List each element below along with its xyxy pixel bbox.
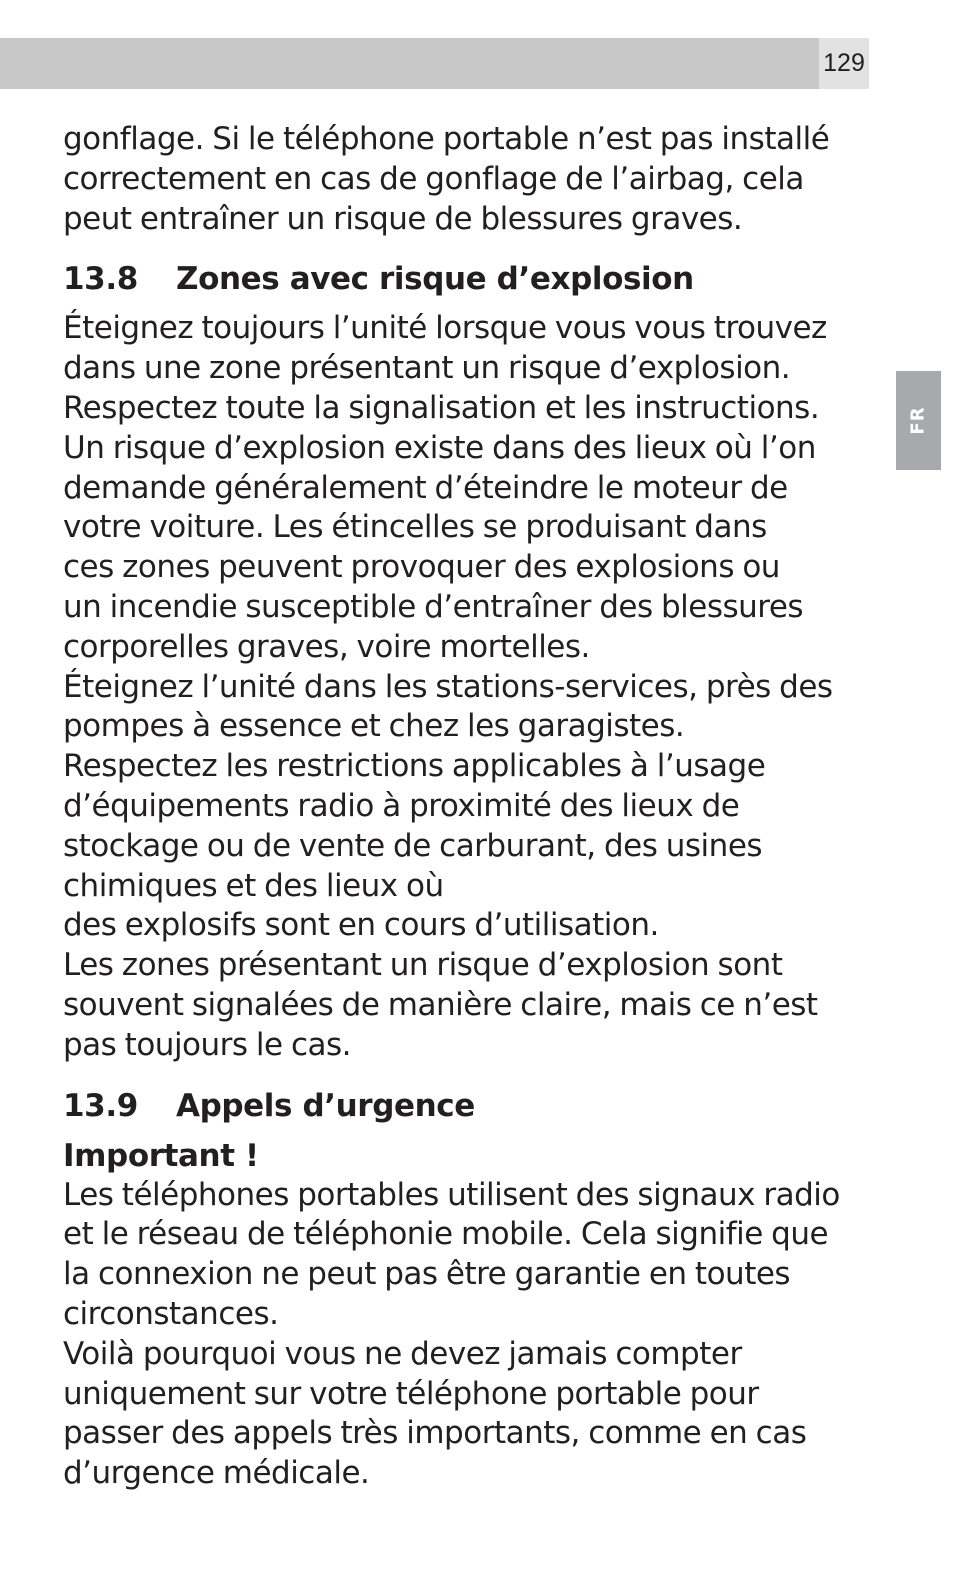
text-line: demande généralement d’éteindre le moteur de [63, 469, 788, 506]
text-line: Les zones présentant un risque d’explosion sont [63, 947, 783, 984]
text-line: Les téléphones portables utilisent des signaux radio [63, 1176, 840, 1213]
text-line: et le réseau de téléphonie mobile. Cela signifie que [63, 1216, 829, 1253]
section-13-9-body [63, 1176, 888, 1494]
text-line: gonflage. Si le téléphone portable n’est pas installé [63, 121, 830, 157]
section-heading-13-8 [63, 259, 888, 299]
text-line: uniquement sur votre téléphone portable pour [63, 1375, 759, 1412]
text-line: correctement en cas de gonflage de l’airbag, cela [63, 160, 804, 197]
text-line: d’urgence médicale. [63, 1455, 370, 1492]
page-content [63, 120, 888, 1494]
section-heading-13-9 [63, 1086, 888, 1126]
text-line: chimiques et des lieux où [63, 867, 444, 904]
text-line: la connexion ne peut pas être garantie en toutes [63, 1256, 791, 1293]
text-line: circonstances. [63, 1295, 279, 1332]
section-title: Zones avec risque d’explosion [176, 261, 694, 298]
text-line: Respectez toute la signalisation et les instructions. [63, 389, 820, 426]
text-line: votre voiture. Les étincelles se produisant dans [63, 509, 767, 546]
text-line: Respectez les restrictions applicables à l’usage [63, 748, 766, 785]
text-line: des explosifs sont en cours d’utilisation. [63, 907, 659, 944]
text-line: d’équipements radio à proximité des lieux de [63, 787, 740, 824]
section-number: 13.8 [63, 261, 138, 298]
language-tab-label: FR [908, 406, 929, 435]
text-line: pompes à essence et chez les garagistes. [63, 708, 685, 745]
section-title: Appels d’urgence [176, 1087, 475, 1124]
intro-paragraph [63, 120, 888, 239]
text-line: pas toujours le cas. [63, 1026, 352, 1063]
section-number: 13.9 [63, 1087, 138, 1124]
text-line: peut entraîner un risque de blessures graves. [63, 200, 743, 237]
text-line: stockage ou de vente de carburant, des usines [63, 827, 763, 864]
text-line: Éteignez l’unité dans les stations-services, près des [63, 668, 833, 705]
text-line: souvent signalées de manière claire, mais ce n’est [63, 986, 818, 1023]
language-tab [896, 371, 941, 470]
page-number [819, 38, 869, 89]
text-line: dans une zone présentant un risque d’explosion. [63, 350, 791, 387]
section-13-8-body [63, 309, 888, 1065]
header-bar [0, 38, 819, 89]
text-line: Voilà pourquoi vous ne devez jamais compter [63, 1335, 742, 1372]
text-line: un incendie susceptible d’entraîner des blessures [63, 588, 804, 625]
page-number-text: 129 [823, 49, 865, 77]
important-subheading: Important ! [63, 1137, 259, 1174]
text-line: Éteignez toujours l’unité lorsque vous vous trouvez [63, 310, 827, 347]
text-line: ces zones peuvent provoquer des explosions ou [63, 549, 780, 586]
text-line: corporelles graves, voire mortelles. [63, 628, 590, 665]
text-line: Un risque d’explosion existe dans des lieux où l’on [63, 429, 816, 466]
text-line: passer des appels très importants, comme en cas [63, 1415, 807, 1452]
